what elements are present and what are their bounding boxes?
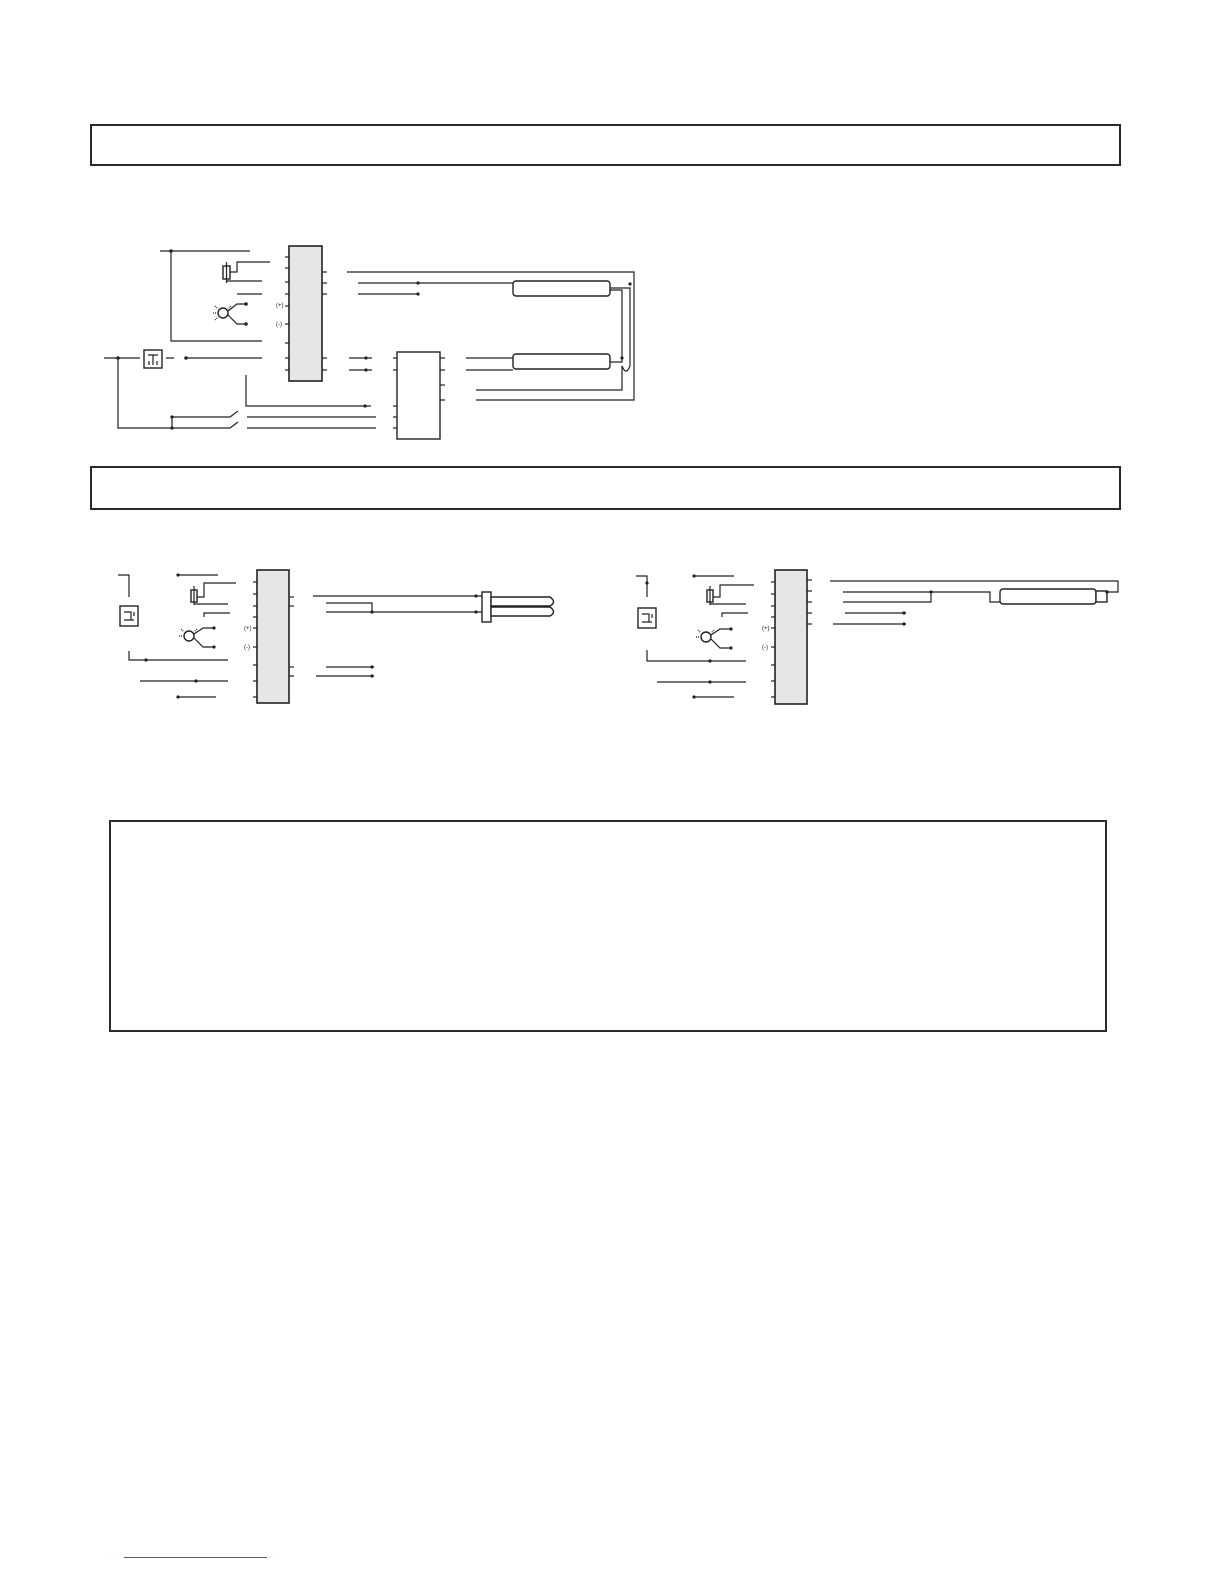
wire [722, 613, 748, 617]
wire [610, 290, 622, 362]
relay-icon [144, 350, 162, 368]
pin-mark-plus: (+) [762, 626, 770, 632]
pin-mark-plus: (+) [276, 303, 284, 309]
wiring-diagram-left [118, 570, 554, 703]
control-module-2 [257, 570, 289, 703]
pin-mark-plus: (+) [244, 626, 252, 632]
wire [118, 575, 129, 597]
wiring-diagram-right [636, 570, 1118, 704]
fuse-icon [223, 262, 270, 283]
wire [466, 358, 513, 370]
wire [843, 592, 1000, 602]
wire [129, 651, 228, 660]
wire [204, 613, 230, 617]
ballast-icon [397, 352, 440, 439]
tube-lamp-icon [1000, 589, 1107, 604]
pin-mark-minus: (-) [276, 322, 282, 328]
u-lamp-icon [482, 592, 554, 622]
wire [833, 613, 906, 624]
wire [316, 667, 374, 676]
relay-icon [120, 606, 138, 626]
lamp-icon [696, 627, 733, 649]
wire [476, 291, 630, 390]
wiring-diagram-top [104, 246, 634, 439]
wire [647, 650, 746, 661]
tube-lamp-icon [513, 281, 610, 296]
wire [636, 576, 647, 597]
lamp-icon [213, 302, 248, 326]
tube-lamp-icon [513, 354, 610, 369]
control-module-1 [289, 246, 322, 381]
wire [171, 251, 262, 341]
fuse-icon [707, 585, 754, 605]
pin-mark-minus: (-) [244, 645, 250, 651]
pin-mark-minus: (-) [762, 645, 768, 651]
relay-icon [638, 608, 656, 628]
wire [326, 603, 483, 612]
lamp-icon [179, 626, 216, 648]
control-module-3 [775, 570, 807, 704]
fuse-icon [191, 583, 236, 605]
wire [349, 358, 372, 370]
switch-icon [170, 411, 238, 430]
wire [843, 592, 931, 602]
